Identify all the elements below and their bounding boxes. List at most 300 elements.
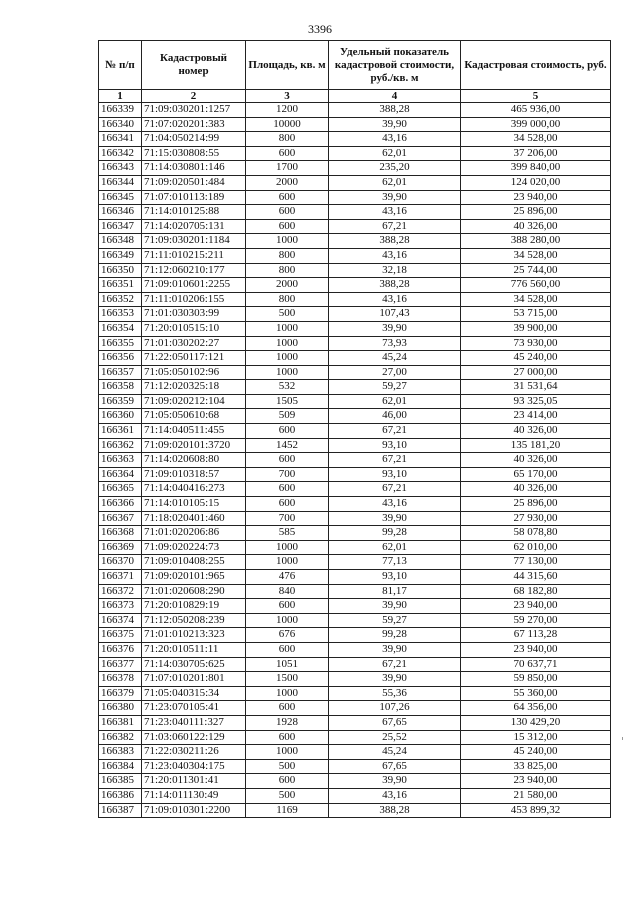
- cadastral-value-cell: 23 940,00: [461, 774, 611, 789]
- area-cell: 500: [246, 788, 329, 803]
- row-number-cell: 166372: [99, 584, 142, 599]
- table-body: [99, 103, 611, 818]
- cadastral-value-cell: 23 414,00: [461, 409, 611, 424]
- area-cell: 800: [246, 132, 329, 147]
- area-cell: 600: [246, 453, 329, 468]
- unit-value-cell: 93,10: [329, 438, 461, 453]
- unit-value-cell: 81,17: [329, 584, 461, 599]
- unit-value-cell: 388,28: [329, 103, 461, 118]
- cadastral-number-cell: 71:09:010408:255: [142, 555, 246, 570]
- row-number-cell: 166376: [99, 642, 142, 657]
- table-row: [99, 219, 611, 234]
- cadastral-number-cell: 71:22:050117:121: [142, 351, 246, 366]
- row-number-cell: 166349: [99, 248, 142, 263]
- row-number-cell: 166342: [99, 146, 142, 161]
- area-cell: 1000: [246, 351, 329, 366]
- cadastral-value-cell: 64 356,00: [461, 701, 611, 716]
- scan-artifact: [622, 737, 623, 740]
- unit-value-cell: 235,20: [329, 161, 461, 176]
- cadastral-number-cell: 71:14:030705:625: [142, 657, 246, 672]
- unit-value-cell: 67,21: [329, 657, 461, 672]
- area-cell: 585: [246, 526, 329, 541]
- cadastral-number-cell: 71:14:011130:49: [142, 788, 246, 803]
- row-number-cell: 166346: [99, 205, 142, 220]
- cadastral-value-cell: 62 010,00: [461, 540, 611, 555]
- unit-value-cell: 39,90: [329, 321, 461, 336]
- unit-value-cell: 39,90: [329, 511, 461, 526]
- unit-value-cell: 388,28: [329, 278, 461, 293]
- table-row: [99, 263, 611, 278]
- row-number-cell: 166355: [99, 336, 142, 351]
- unit-value-cell: 43,16: [329, 788, 461, 803]
- unit-value-cell: 62,01: [329, 146, 461, 161]
- unit-value-cell: 25,52: [329, 730, 461, 745]
- row-number-cell: 166382: [99, 730, 142, 745]
- cadastral-value-cell: 23 940,00: [461, 642, 611, 657]
- cadastral-value-cell: 44 315,60: [461, 570, 611, 585]
- unit-value-cell: 43,16: [329, 205, 461, 220]
- row-number-cell: 166340: [99, 117, 142, 132]
- row-number-cell: 166383: [99, 745, 142, 760]
- table-row: [99, 701, 611, 716]
- cadastral-value-cell: 58 078,80: [461, 526, 611, 541]
- page-number: 3396: [308, 22, 332, 36]
- row-number-cell: 166369: [99, 540, 142, 555]
- cadastral-number-cell: 71:20:010511:11: [142, 642, 246, 657]
- table-row: [99, 205, 611, 220]
- row-number-cell: 166353: [99, 307, 142, 322]
- area-cell: 600: [246, 701, 329, 716]
- table-row: [99, 526, 611, 541]
- cadastral-value-cell: 388 280,00: [461, 234, 611, 249]
- row-number-cell: 166350: [99, 263, 142, 278]
- cadastral-value-cell: 93 325,05: [461, 394, 611, 409]
- cadastral-number-cell: 71:07:010201:801: [142, 672, 246, 687]
- cadastral-value-cell: 34 528,00: [461, 292, 611, 307]
- row-number-cell: 166374: [99, 613, 142, 628]
- cadastral-number-cell: 71:14:010105:15: [142, 497, 246, 512]
- row-number-cell: 166358: [99, 380, 142, 395]
- header-area: Площадь, кв. м: [246, 41, 329, 90]
- cadastral-number-cell: 71:12:020325:18: [142, 380, 246, 395]
- table-row: [99, 657, 611, 672]
- cadastral-number-cell: 71:11:010215:211: [142, 248, 246, 263]
- cadastral-value-cell: 25 744,00: [461, 263, 611, 278]
- cadastral-number-cell: 71:23:070105:41: [142, 701, 246, 716]
- cadastral-value-cell: 15 312,00: [461, 730, 611, 745]
- row-number-cell: 166380: [99, 701, 142, 716]
- table-row: [99, 613, 611, 628]
- row-number-cell: 166370: [99, 555, 142, 570]
- area-cell: 800: [246, 292, 329, 307]
- cadastral-value-cell: 399 000,00: [461, 117, 611, 132]
- cadastral-number-cell: 71:12:050208:239: [142, 613, 246, 628]
- table-row: [99, 599, 611, 614]
- cadastral-value-cell: 39 900,00: [461, 321, 611, 336]
- cadastral-value-cell: 23 940,00: [461, 599, 611, 614]
- area-cell: 600: [246, 599, 329, 614]
- area-cell: 600: [246, 482, 329, 497]
- cadastral-number-cell: 71:05:050102:96: [142, 365, 246, 380]
- unit-value-cell: 43,16: [329, 132, 461, 147]
- column-number-row: [99, 90, 611, 103]
- area-cell: 1200: [246, 103, 329, 118]
- row-number-cell: 166344: [99, 175, 142, 190]
- cadastral-number-cell: 71:14:040416:273: [142, 482, 246, 497]
- row-number-cell: 166363: [99, 453, 142, 468]
- unit-value-cell: 39,90: [329, 599, 461, 614]
- table-row: [99, 175, 611, 190]
- row-number-cell: 166352: [99, 292, 142, 307]
- cadastral-value-cell: 53 715,00: [461, 307, 611, 322]
- cadastral-number-cell: 71:07:010113:189: [142, 190, 246, 205]
- table-row: [99, 307, 611, 322]
- table-row: [99, 351, 611, 366]
- row-number-cell: 166373: [99, 599, 142, 614]
- area-cell: 10000: [246, 117, 329, 132]
- area-cell: 1700: [246, 161, 329, 176]
- area-cell: 1000: [246, 555, 329, 570]
- area-cell: 600: [246, 146, 329, 161]
- unit-value-cell: 93,10: [329, 570, 461, 585]
- table-row: [99, 292, 611, 307]
- row-number-cell: 166362: [99, 438, 142, 453]
- row-number-cell: 166384: [99, 759, 142, 774]
- table-row: [99, 672, 611, 687]
- area-cell: 600: [246, 730, 329, 745]
- cadastral-value-cell: 65 170,00: [461, 467, 611, 482]
- area-cell: 700: [246, 511, 329, 526]
- row-number-cell: 166343: [99, 161, 142, 176]
- cadastral-number-cell: 71:05:050610:68: [142, 409, 246, 424]
- row-number-cell: 166360: [99, 409, 142, 424]
- cadastral-number-cell: 71:01:010213:323: [142, 628, 246, 643]
- area-cell: 1928: [246, 715, 329, 730]
- area-cell: 676: [246, 628, 329, 643]
- cadastral-value-cell: 27 000,00: [461, 365, 611, 380]
- area-cell: 2000: [246, 175, 329, 190]
- cadastral-number-cell: 71:01:030202:27: [142, 336, 246, 351]
- table-row: [99, 511, 611, 526]
- table-row: [99, 146, 611, 161]
- cadastral-number-cell: 71:09:030201:1184: [142, 234, 246, 249]
- cadastral-number-cell: 71:23:040304:175: [142, 759, 246, 774]
- area-cell: 1000: [246, 336, 329, 351]
- cadastral-value-cell: 124 020,00: [461, 175, 611, 190]
- unit-value-cell: 67,21: [329, 482, 461, 497]
- column-number: 1: [99, 90, 142, 103]
- table-row: [99, 365, 611, 380]
- cadastral-number-cell: 71:01:020206:86: [142, 526, 246, 541]
- area-cell: 600: [246, 774, 329, 789]
- area-cell: 1000: [246, 234, 329, 249]
- column-number: 3: [246, 90, 329, 103]
- unit-value-cell: 107,43: [329, 307, 461, 322]
- unit-value-cell: 39,90: [329, 672, 461, 687]
- cadastral-value-cell: 130 429,20: [461, 715, 611, 730]
- cadastral-number-cell: 71:09:020101:965: [142, 570, 246, 585]
- table-row: [99, 774, 611, 789]
- unit-value-cell: 27,00: [329, 365, 461, 380]
- cadastral-value-cell: 399 840,00: [461, 161, 611, 176]
- area-cell: 700: [246, 467, 329, 482]
- row-number-cell: 166365: [99, 482, 142, 497]
- row-number-cell: 166366: [99, 497, 142, 512]
- header-row-number: № п/п: [99, 41, 142, 90]
- header-unit-value: Удельный показатель кадастровой стоимости, руб./кв. м: [329, 41, 461, 90]
- cadastral-number-cell: 71:09:010318:57: [142, 467, 246, 482]
- table-row: [99, 453, 611, 468]
- table-row: [99, 117, 611, 132]
- table-row: [99, 438, 611, 453]
- row-number-cell: 166377: [99, 657, 142, 672]
- unit-value-cell: 73,93: [329, 336, 461, 351]
- area-cell: 1000: [246, 365, 329, 380]
- cadastral-number-cell: 71:01:030303:99: [142, 307, 246, 322]
- cadastral-value-cell: 68 182,80: [461, 584, 611, 599]
- row-number-cell: 166356: [99, 351, 142, 366]
- cadastral-number-cell: 71:23:040111:327: [142, 715, 246, 730]
- table-row: [99, 132, 611, 147]
- row-number-cell: 166375: [99, 628, 142, 643]
- cadastral-value-cell: 40 326,00: [461, 219, 611, 234]
- cadastral-value-cell: 70 637,71: [461, 657, 611, 672]
- area-cell: 509: [246, 409, 329, 424]
- cadastral-number-cell: 71:14:020608:80: [142, 453, 246, 468]
- table-row: [99, 759, 611, 774]
- area-cell: 600: [246, 424, 329, 439]
- row-number-cell: 166371: [99, 570, 142, 585]
- row-number-cell: 166354: [99, 321, 142, 336]
- unit-value-cell: 67,65: [329, 759, 461, 774]
- unit-value-cell: 77,13: [329, 555, 461, 570]
- area-cell: 532: [246, 380, 329, 395]
- table-row: [99, 278, 611, 293]
- unit-value-cell: 93,10: [329, 467, 461, 482]
- area-cell: 600: [246, 642, 329, 657]
- area-cell: 476: [246, 570, 329, 585]
- cadastral-number-cell: 71:22:030211:26: [142, 745, 246, 760]
- cadastral-value-cell: 776 560,00: [461, 278, 611, 293]
- row-number-cell: 166379: [99, 686, 142, 701]
- area-cell: 800: [246, 248, 329, 263]
- table-row: [99, 424, 611, 439]
- table-row: [99, 745, 611, 760]
- row-number-cell: 166347: [99, 219, 142, 234]
- cadastral-number-cell: 71:14:030801:146: [142, 161, 246, 176]
- unit-value-cell: 107,26: [329, 701, 461, 716]
- area-cell: 840: [246, 584, 329, 599]
- cadastral-value-cell: 40 326,00: [461, 424, 611, 439]
- area-cell: 1000: [246, 745, 329, 760]
- area-cell: 800: [246, 263, 329, 278]
- table-row: [99, 686, 611, 701]
- unit-value-cell: 39,90: [329, 190, 461, 205]
- cadastral-value-cell: 45 240,00: [461, 351, 611, 366]
- cadastral-value-cell: 21 580,00: [461, 788, 611, 803]
- area-cell: 2000: [246, 278, 329, 293]
- table-row: [99, 570, 611, 585]
- area-cell: 1505: [246, 394, 329, 409]
- column-number: 4: [329, 90, 461, 103]
- row-number-cell: 166387: [99, 803, 142, 818]
- area-cell: 600: [246, 190, 329, 205]
- cadastral-number-cell: 71:05:040315:34: [142, 686, 246, 701]
- row-number-cell: 166361: [99, 424, 142, 439]
- row-number-cell: 166368: [99, 526, 142, 541]
- cadastral-number-cell: 71:09:020212:104: [142, 394, 246, 409]
- unit-value-cell: 67,21: [329, 424, 461, 439]
- area-cell: 1500: [246, 672, 329, 687]
- cadastral-value-cell: 40 326,00: [461, 482, 611, 497]
- area-cell: 600: [246, 205, 329, 220]
- row-number-cell: 166386: [99, 788, 142, 803]
- area-cell: 1000: [246, 321, 329, 336]
- row-number-cell: 166351: [99, 278, 142, 293]
- cadastral-value-cell: 34 528,00: [461, 132, 611, 147]
- unit-value-cell: 59,27: [329, 380, 461, 395]
- row-number-cell: 166339: [99, 103, 142, 118]
- cadastral-number-cell: 71:14:010125:88: [142, 205, 246, 220]
- area-cell: 600: [246, 219, 329, 234]
- unit-value-cell: 55,36: [329, 686, 461, 701]
- table-row: [99, 642, 611, 657]
- table-row: [99, 555, 611, 570]
- cadastral-value-cell: 25 896,00: [461, 205, 611, 220]
- cadastral-value-cell: 59 270,00: [461, 613, 611, 628]
- header-cadastral-number: Кадастровый номер: [142, 41, 246, 90]
- cadastral-number-cell: 71:14:040511:455: [142, 424, 246, 439]
- unit-value-cell: 39,90: [329, 117, 461, 132]
- area-cell: 600: [246, 497, 329, 512]
- table-row: [99, 482, 611, 497]
- cadastral-value-cell: 77 130,00: [461, 555, 611, 570]
- cadastral-number-cell: 71:09:010301:2200: [142, 803, 246, 818]
- table-row: [99, 234, 611, 249]
- cadastral-number-cell: 71:18:020401:460: [142, 511, 246, 526]
- cadastral-value-cell: 23 940,00: [461, 190, 611, 205]
- row-number-cell: 166348: [99, 234, 142, 249]
- cadastral-number-cell: 71:09:010601:2255: [142, 278, 246, 293]
- table-row: [99, 715, 611, 730]
- area-cell: 1000: [246, 686, 329, 701]
- table-row: [99, 321, 611, 336]
- row-number-cell: 166367: [99, 511, 142, 526]
- row-number-cell: 166364: [99, 467, 142, 482]
- cadastral-number-cell: 71:11:010206:155: [142, 292, 246, 307]
- table-row: [99, 190, 611, 205]
- unit-value-cell: 67,21: [329, 219, 461, 234]
- cadastral-value-cell: 33 825,00: [461, 759, 611, 774]
- table-row: [99, 803, 611, 818]
- unit-value-cell: 99,28: [329, 628, 461, 643]
- cadastral-number-cell: 71:09:020101:3720: [142, 438, 246, 453]
- unit-value-cell: 43,16: [329, 292, 461, 307]
- column-number: 5: [461, 90, 611, 103]
- cadastral-number-cell: 71:09:020501:484: [142, 175, 246, 190]
- area-cell: 1452: [246, 438, 329, 453]
- unit-value-cell: 99,28: [329, 526, 461, 541]
- table-header-row: [99, 41, 611, 90]
- table-row: [99, 336, 611, 351]
- area-cell: 1169: [246, 803, 329, 818]
- unit-value-cell: 388,28: [329, 234, 461, 249]
- cadastral-value-cell: 27 930,00: [461, 511, 611, 526]
- table-row: [99, 497, 611, 512]
- cadastral-value-cell: 34 528,00: [461, 248, 611, 263]
- cadastral-value-cell: 25 896,00: [461, 497, 611, 512]
- cadastral-value-cell: 31 531,64: [461, 380, 611, 395]
- cadastral-value-cell: 37 206,00: [461, 146, 611, 161]
- area-cell: 500: [246, 307, 329, 322]
- table-row: [99, 103, 611, 118]
- cadastral-value-cell: 135 181,20: [461, 438, 611, 453]
- unit-value-cell: 62,01: [329, 540, 461, 555]
- row-number-cell: 166381: [99, 715, 142, 730]
- cadastral-value-cell: 40 326,00: [461, 453, 611, 468]
- header-cadastral-value: Кадастровая стоимость, руб.: [461, 41, 611, 90]
- cadastral-value-cell: 465 936,00: [461, 103, 611, 118]
- table-row: [99, 409, 611, 424]
- cadastral-number-cell: 71:01:020608:290: [142, 584, 246, 599]
- table-row: [99, 540, 611, 555]
- unit-value-cell: 43,16: [329, 248, 461, 263]
- unit-value-cell: 388,28: [329, 803, 461, 818]
- table-row: [99, 584, 611, 599]
- unit-value-cell: 46,00: [329, 409, 461, 424]
- table-row: [99, 730, 611, 745]
- row-number-cell: 166341: [99, 132, 142, 147]
- row-number-cell: 166378: [99, 672, 142, 687]
- cadastral-value-cell: 55 360,00: [461, 686, 611, 701]
- unit-value-cell: 62,01: [329, 175, 461, 190]
- cadastral-number-cell: 71:04:050214:99: [142, 132, 246, 147]
- cadastral-number-cell: 71:07:020201:383: [142, 117, 246, 132]
- area-cell: 1000: [246, 540, 329, 555]
- unit-value-cell: 59,27: [329, 613, 461, 628]
- table-row: [99, 248, 611, 263]
- cadastral-number-cell: 71:14:020705:131: [142, 219, 246, 234]
- table-row: [99, 628, 611, 643]
- table-row: [99, 394, 611, 409]
- row-number-cell: 166359: [99, 394, 142, 409]
- row-number-cell: 166385: [99, 774, 142, 789]
- cadastral-value-cell: 45 240,00: [461, 745, 611, 760]
- cadastral-number-cell: 71:20:010515:10: [142, 321, 246, 336]
- table-row: [99, 380, 611, 395]
- cadastral-number-cell: 71:09:020224:73: [142, 540, 246, 555]
- cadastral-value-cell: 73 930,00: [461, 336, 611, 351]
- table-row: [99, 161, 611, 176]
- unit-value-cell: 45,24: [329, 745, 461, 760]
- cadastral-value-cell: 67 113,28: [461, 628, 611, 643]
- area-cell: 1000: [246, 613, 329, 628]
- unit-value-cell: 39,90: [329, 642, 461, 657]
- unit-value-cell: 67,21: [329, 453, 461, 468]
- row-number-cell: 166357: [99, 365, 142, 380]
- area-cell: 500: [246, 759, 329, 774]
- cadastral-number-cell: 71:09:030201:1257: [142, 103, 246, 118]
- area-cell: 1051: [246, 657, 329, 672]
- cadastral-number-cell: 71:03:060122:129: [142, 730, 246, 745]
- cadastral-value-cell: 59 850,00: [461, 672, 611, 687]
- cadastral-value-cell: 453 899,32: [461, 803, 611, 818]
- unit-value-cell: 62,01: [329, 394, 461, 409]
- row-number-cell: 166345: [99, 190, 142, 205]
- cadastral-value-table: [98, 40, 611, 818]
- unit-value-cell: 43,16: [329, 497, 461, 512]
- cadastral-number-cell: 71:15:030808:55: [142, 146, 246, 161]
